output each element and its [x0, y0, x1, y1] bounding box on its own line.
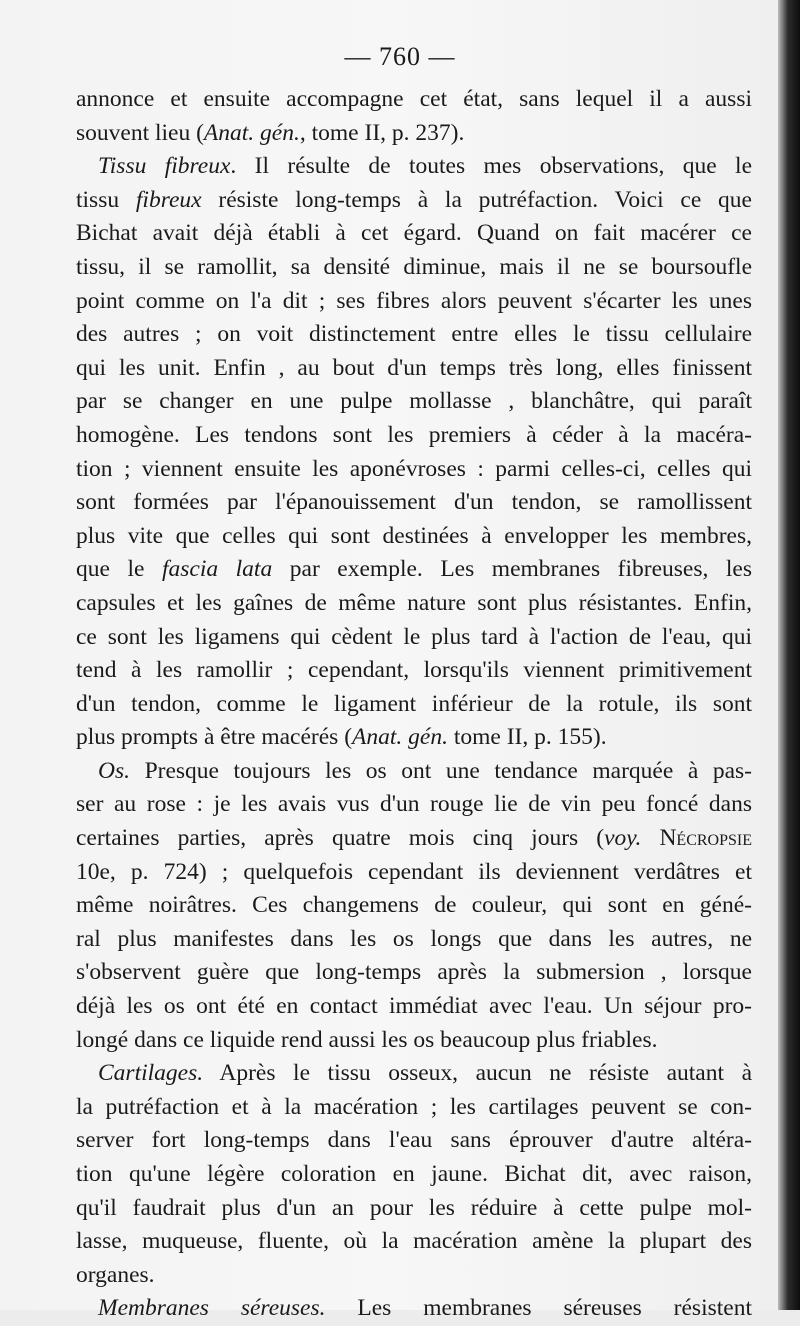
- text-line: tissu fibreux résiste long-temps à la putréfaction. Voici ce que: [76, 186, 752, 213]
- text-line: déjà les os ont été en contact immédiat avec l'eau. Un séjour pro-: [76, 993, 752, 1020]
- body-text: [76, 83, 752, 1326]
- text-line: ser au rose : je les avais vus d'un rouge lie de vin peu foncé dans: [76, 791, 752, 818]
- text-line: qu'il faudrait plus d'un an pour les réduire à cette pulpe mol-: [76, 1194, 752, 1221]
- text-line: même noirâtres. Ces changemens de couleur, qui sont en géné-: [76, 892, 752, 919]
- text-line: la putréfaction et à la macération ; les cartilages peuvent se con-: [76, 1093, 752, 1120]
- text-line: plus vite que celles qui sont destinées à envelopper les membres,: [76, 522, 752, 549]
- text-line: plus prompts à être macérés (Anat. gén. tome II, p. 155).: [76, 724, 607, 751]
- text-line: que le fascia lata par exemple. Les membranes fibreuses, les: [76, 556, 753, 583]
- text-line: des autres ; on voit distinctement entre elles le tissu cellulaire: [76, 321, 752, 348]
- text-line: par se changer en une pulpe mollasse , blanchâtre, qui paraît: [76, 388, 752, 415]
- text-line: Tissu fibreux. Il résulte de toutes mes observations, que le: [98, 153, 752, 180]
- text-line: server fort long-temps dans l'eau sans éprouver d'autre altéra-: [76, 1127, 752, 1154]
- text-line: s'observent guère que long-temps après la submersion , lorsque: [76, 959, 752, 986]
- text-line: tissu, il se ramollit, sa densité diminue, mais il ne se boursoufle: [76, 253, 752, 280]
- text-line: Os. Presque toujours les os ont une tendance marquée à pas-: [98, 757, 752, 784]
- text-line: Bichat avait déjà établi à cet égard. Quand on fait macérer ce: [76, 220, 752, 247]
- text-line: ce sont les ligamens qui cèdent le plus tard à l'action de l'eau, qui: [76, 623, 752, 650]
- text-line: sont formées par l'épanouissement d'un tendon, se ramollissent: [76, 489, 752, 516]
- text-line: ral plus manifestes dans les os longs que dans les autres, ne: [76, 925, 752, 952]
- text-line: 10e, p. 724) ; quelquefois cependant ils deviennent verdâtres et: [76, 858, 752, 885]
- text-line: qui les unit. Enfin , au bout d'un temps très long, elles finissent: [76, 354, 752, 381]
- page-edge-shadow: [778, 0, 800, 1310]
- text-line: certaines parties, après quatre mois cinq jours (voy. Nécropsie: [76, 825, 752, 852]
- text-line: Cartilages. Après le tissu osseux, aucun ne résiste autant à: [98, 1060, 752, 1087]
- text-line: tend à les ramollir ; cependant, lorsqu'ils viennent primitivement: [76, 657, 752, 684]
- text-line: tion qu'une légère coloration en jaune. Bichat dit, avec raison,: [76, 1161, 752, 1187]
- text-line: tion ; viennent ensuite les aponévroses : parmi celles-ci, celles qui: [76, 455, 752, 482]
- text-line: capsules et les gaînes de même nature sont plus résistantes. Enfin,: [76, 589, 752, 616]
- text-line: Membranes séreuses. Les membranes séreuses résistent: [98, 1295, 752, 1322]
- text-line: souvent lieu (Anat. gén., tome II, p. 237).: [76, 119, 465, 146]
- text-line: point comme on l'a dit ; ses fibres alors peuvent s'écarter les unes: [76, 287, 752, 314]
- page-number: — 760 —: [344, 42, 456, 71]
- text-line: homogène. Les tendons sont les premiers à céder à la macéra-: [76, 421, 752, 448]
- text-line: annonce et ensuite accompagne cet état, sans lequel il a aussi: [76, 86, 752, 112]
- text-line: organes.: [76, 1261, 155, 1288]
- text-line: d'un tendon, comme le ligament inférieur de la rotule, ils sont: [76, 690, 752, 717]
- text-line: longé dans ce liquide rend aussi les os beaucoup plus friables.: [76, 1026, 658, 1053]
- text-line: lasse, muqueuse, fluente, où la macération amène la plupart des: [76, 1228, 752, 1255]
